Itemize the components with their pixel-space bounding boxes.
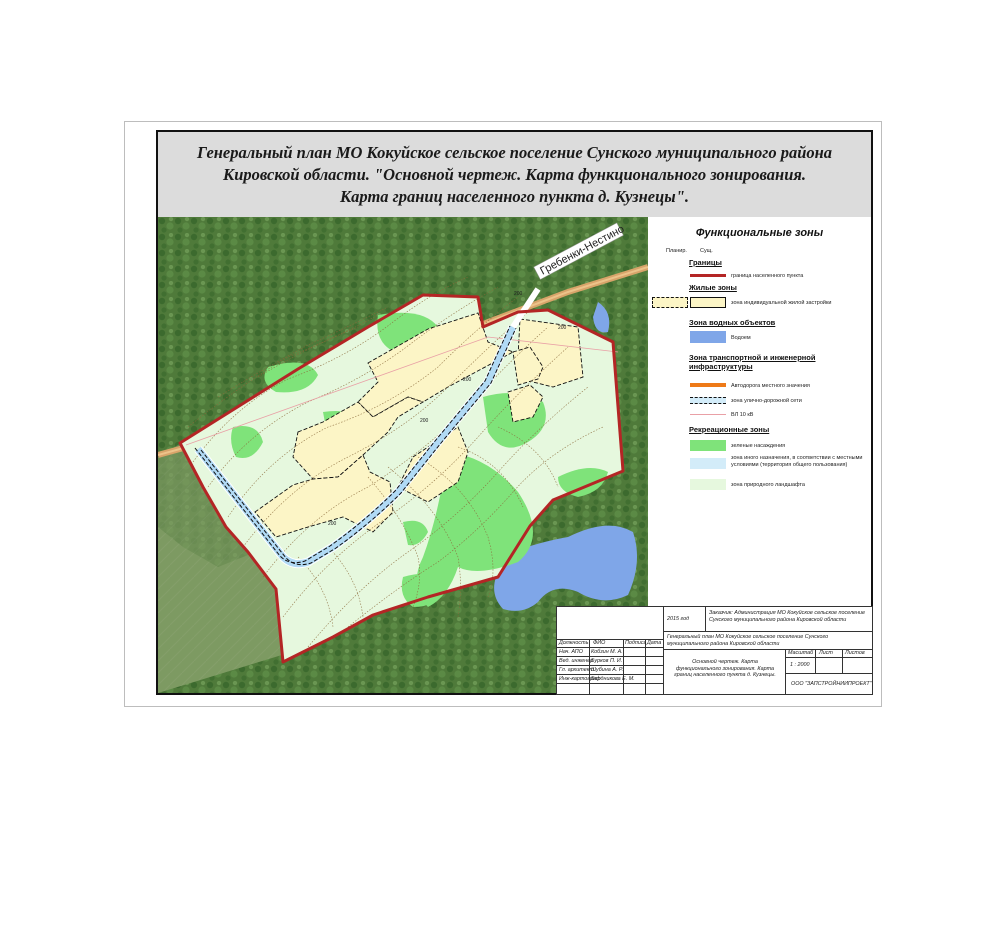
stamp-rule [623,639,624,694]
stamp-row-name: Бурков П. И. [591,658,623,664]
legend-section-water: Зона водных объектов [689,318,776,327]
road-label-text: Гребенки-Нестино [538,223,627,278]
stamp-rule [557,665,663,666]
stamp-project: Генеральный план МО Кокуйское сельское поселение Сунского муниципального района Кировской области [667,634,829,647]
contour-label: 200 [514,291,523,297]
stamp-row-name: Бердникова Е. М. [591,676,635,682]
legend [648,217,871,597]
stamp-rule [785,649,786,694]
stamp-rule [645,639,646,694]
legend-section-boundaries: Границы [689,258,722,267]
legend-swatch-green-plantings [690,440,726,451]
stamp-year: 2015 год [667,616,690,622]
stamp-header-position: Должность [559,640,589,646]
legend-swatch-power-line [690,414,726,415]
title-line-1: Генеральный план МО Кокуйское сельское поселение Сунского муниципального района [196,142,833,162]
legend-swatch-street-network [690,397,726,404]
legend-label-natural-landscape: зона природного ландшафта [731,482,805,488]
legend-col-planned: Планир. [666,248,687,254]
stamp-row-name: Кобзин М. А. [591,649,623,655]
legend-swatch-residential-planned [652,297,688,308]
stamp-row-position: Вед. инженер [559,658,594,664]
stamp-rule [557,656,663,657]
legend-swatch-water [690,331,726,343]
legend-label-power-line: ВЛ 10 кВ [731,412,754,418]
stamp-rule [663,649,872,650]
contour-label: 200 [463,377,472,383]
stamp-rule [557,674,663,675]
stamp-customer: Заказчик: Администрация МО Кокуйское сельское поселение Сунского муниципального района Кировской области [709,610,866,623]
legend-label-individual-housing: зона индивидуальной жилой застройки [731,300,832,306]
contour-label: 200 [328,521,337,527]
legend-section-recreation: Рекреационные зоны [689,425,770,434]
title-block [158,132,871,218]
stamp-header-date: Дата [647,640,662,646]
legend-label-local-road: Автодорога местного значения [731,383,810,389]
stamp-company: ООО "ЗАПСТРОЙНИИПРОЕКТ" [791,681,872,687]
stamp-rule [705,607,706,631]
stamp-row-position: Нач. АПО [559,649,583,655]
legend-swatch-residential-existing [690,297,726,308]
stamp-row-name: Шубина А. Р. [591,667,624,673]
stamp-row-position: Инж-картограф [559,676,601,682]
stamp-row-position: Гл. архитект. [559,667,596,673]
stamp-rule [815,649,816,673]
legend-swatch-natural-landscape [690,479,726,490]
legend-title: Функциональные зоны [695,227,824,239]
title-line-2: Кировской области. "Основной чертеж. Карта функционального зонирования. [223,164,806,184]
legend-swatch-boundary [690,274,726,277]
stamp-rule [557,647,663,648]
legend-label-boundary: граница населенного пункта [731,273,804,279]
legend-label-reservoir: Водоем [731,335,751,341]
stamp-sheet-label: Лист [819,650,833,656]
title-line-3: Карта границ населенного пункта д. Кузнецы". [339,186,690,206]
stamp-sheet-name: Основной чертеж. Карта функционального зонирования. Карта границ населенного пункта д. Кузнецы. [674,659,776,678]
stamp-title-block [556,606,873,695]
legend-section-transport: Зона транспортной и инженерной инфраструктуры [689,353,816,371]
stamp-rule [557,683,663,684]
stamp-rule [785,673,872,674]
stamp-scale-value: 1 : 2000 [790,662,810,668]
contour-label: 200 [558,325,567,331]
legend-swatch-other-purpose [690,458,726,469]
contour-label: 200 [420,418,429,424]
legend-label-green-plantings: зеленые насаждения [731,443,786,449]
legend-label-other-purpose: зона иного назначения, в соответствии с местными условиями (территория общего пользования) [731,455,863,468]
stamp-rule [663,607,664,694]
legend-col-existing: Сущ. [700,248,713,254]
stamp-header-signature: Подпись [625,640,647,646]
stamp-rule [785,657,872,658]
legend-swatch-local-road [690,383,726,387]
stamp-rule [842,649,843,673]
stamp-header-name: ФИО [593,640,606,646]
drawing-frame [156,130,873,695]
stamp-sheets-label: Листов [845,650,865,656]
stamp-rule [663,631,872,632]
legend-section-residential: Жилые зоны [689,283,737,292]
legend-label-street-network: зона улично-дорожной сети [731,398,802,404]
stamp-scale-label: Масштаб [788,650,814,656]
